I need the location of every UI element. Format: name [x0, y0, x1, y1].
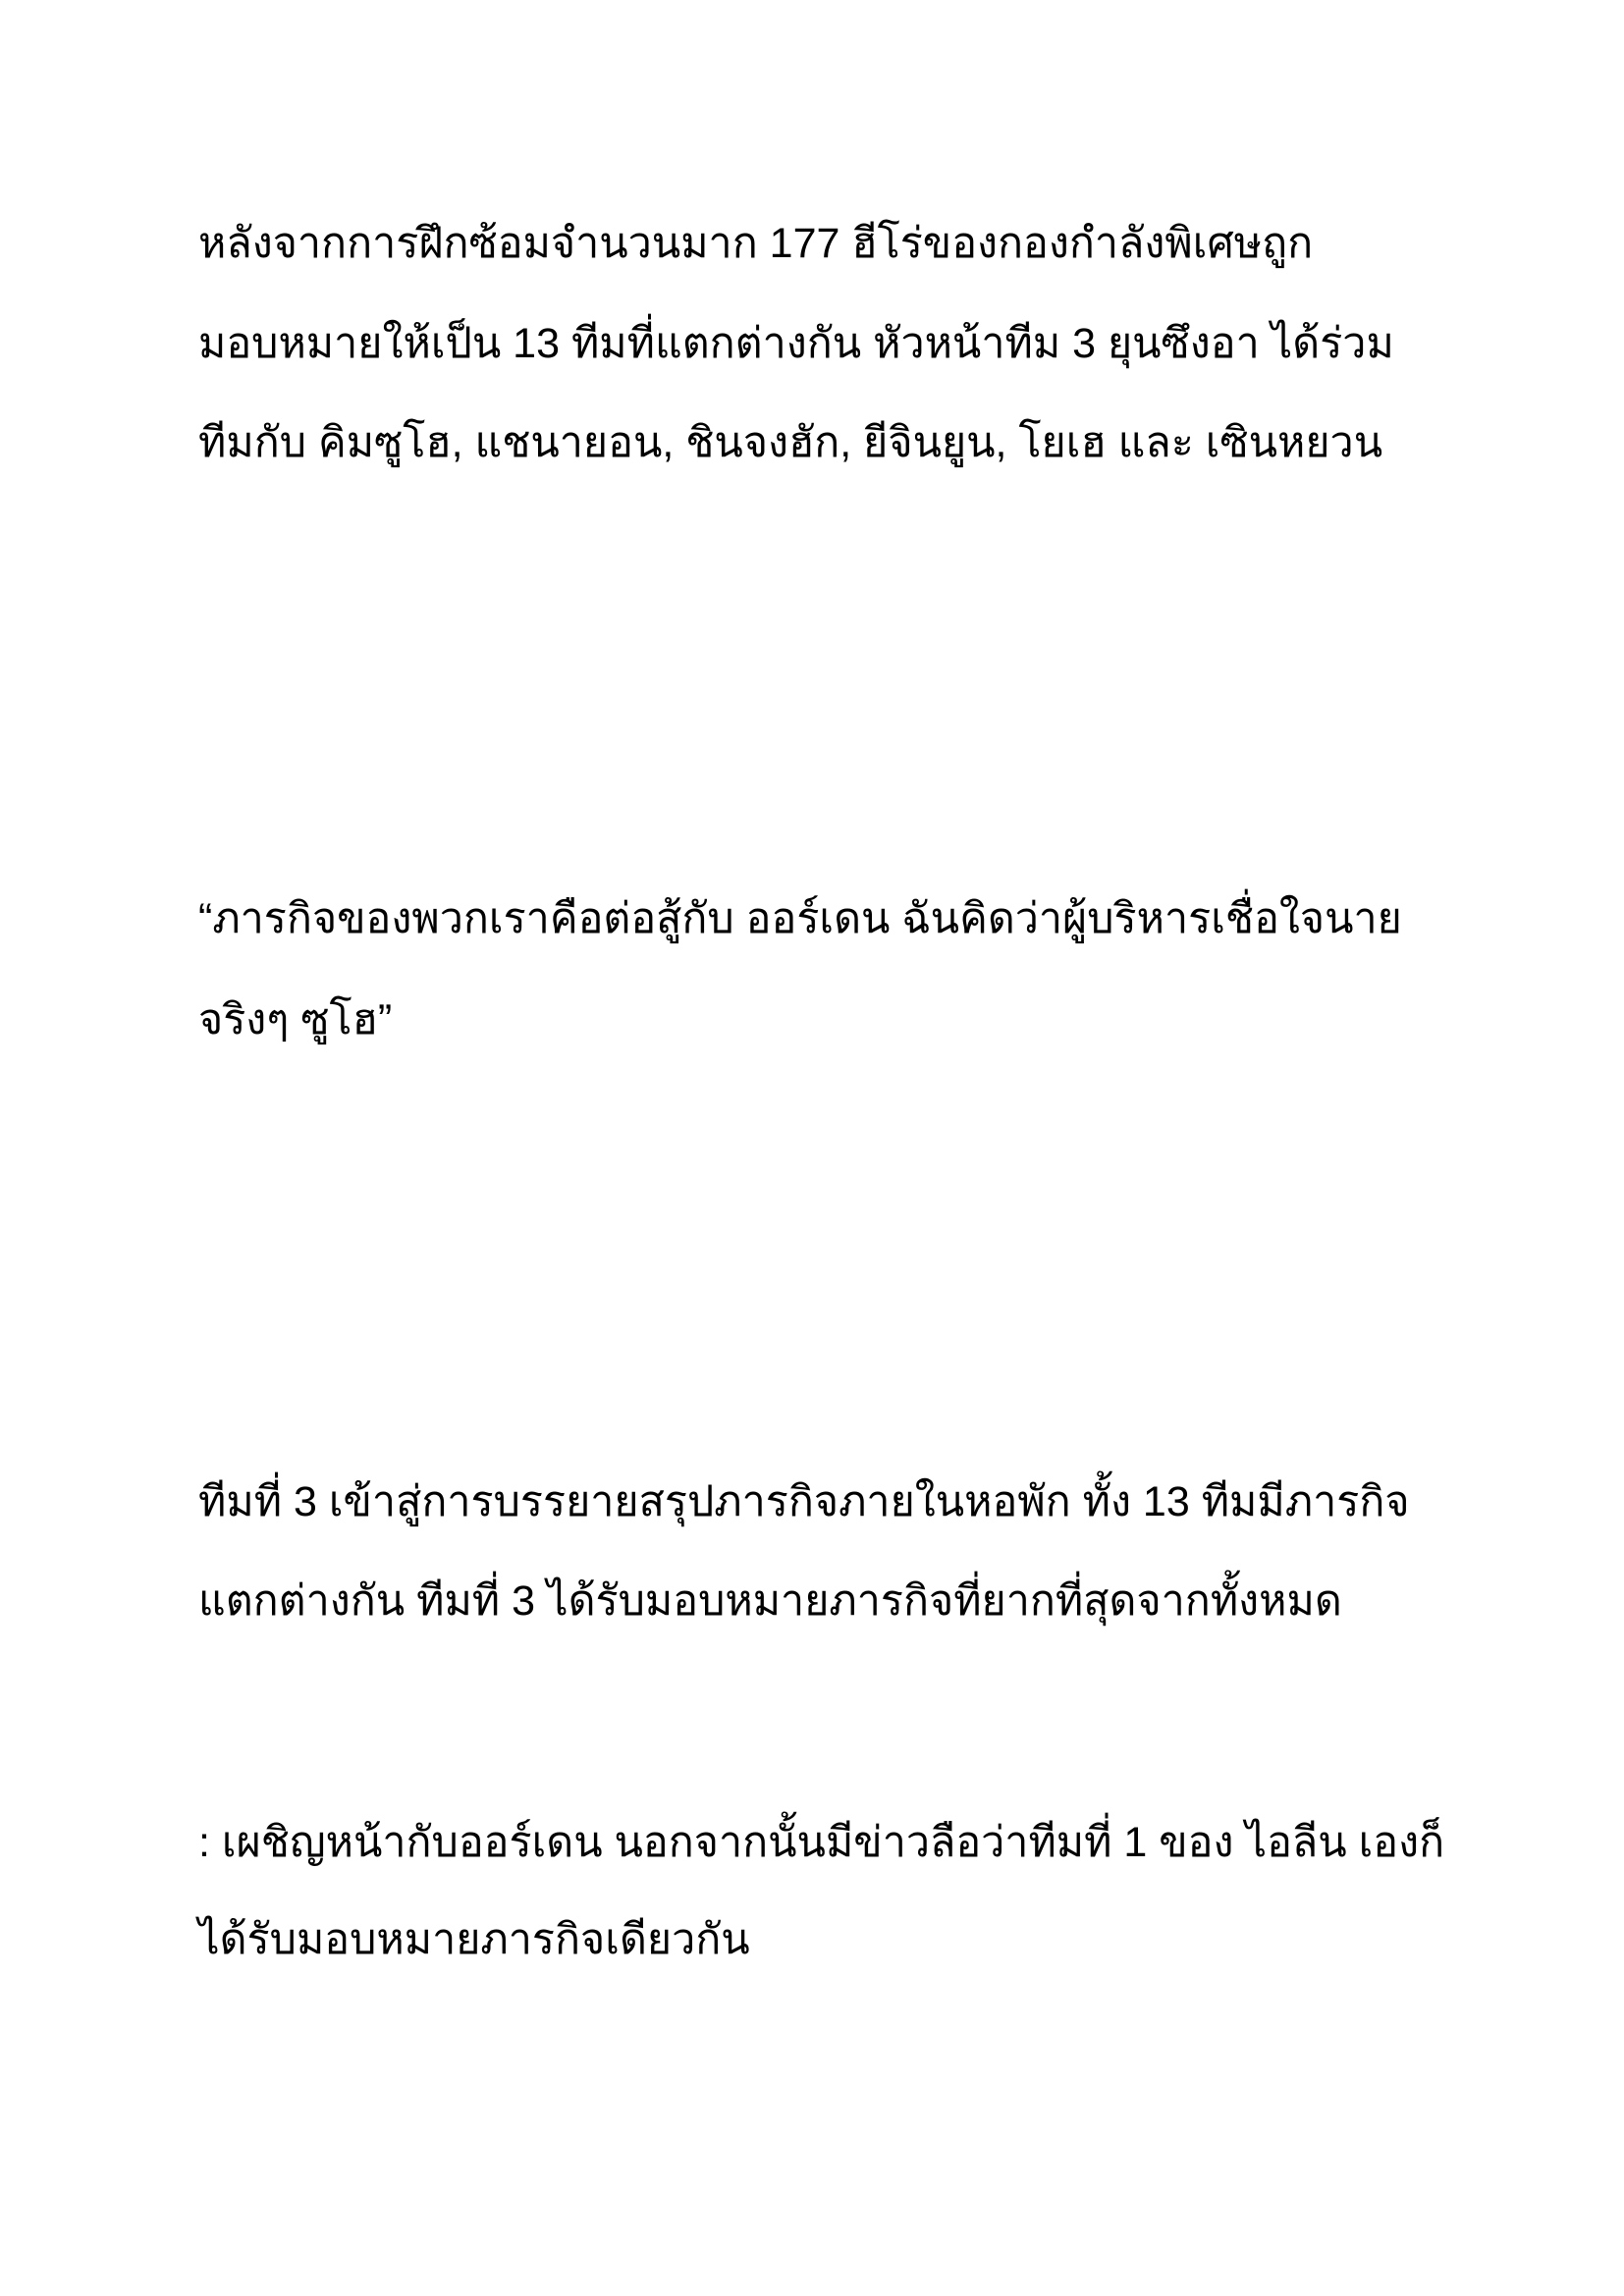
- paragraph-line: จริงๆ ซูโฮ”: [198, 996, 393, 1043]
- paragraph-line: ทีมที่ 3 เข้าสู่การบรรยายสรุปภารกิจภายในหอพัก ทั้ง 13 ทีมมีภารกิจ: [198, 1478, 1410, 1525]
- paragraph-line: : เผชิญหน้ากับออร์เดน นอกจากนั้นมีข่าวลือว่าทีมที่ 1 ของ ไอลีน เองก็: [198, 1819, 1445, 1866]
- paragraph-line: ทีมกับ คิมซูโฮ, แชนายอน, ชินจงฮัก, ยีจินยูน, โยเฮ และ เซินหยวน: [198, 419, 1383, 466]
- paragraph-line: ได้รับมอบหมายภารกิจเดียวกัน: [198, 1916, 750, 1963]
- paragraph-line: “ภารกิจของพวกเราคือต่อสู้กับ ออร์เดน ฉันคิดว่าผู้บริหารเชื่อใจนาย: [198, 895, 1402, 942]
- paragraph-line: หลังจากการฝึกซ้อมจำนวนมาก 177 ฮีโร่ของกองกำลังพิเศษถูก: [198, 220, 1314, 267]
- paragraph-line: มอบหมายให้เป็น 13 ทีมที่แตกต่างกัน หัวหน้าทีม 3 ยุนซึงอา ได้ร่วม: [198, 320, 1394, 367]
- paragraph-line: แตกต่างกัน ทีมที่ 3 ได้รับมอบหมายภารกิจที่ยากที่สุดจากทั้งหมด: [198, 1577, 1342, 1625]
